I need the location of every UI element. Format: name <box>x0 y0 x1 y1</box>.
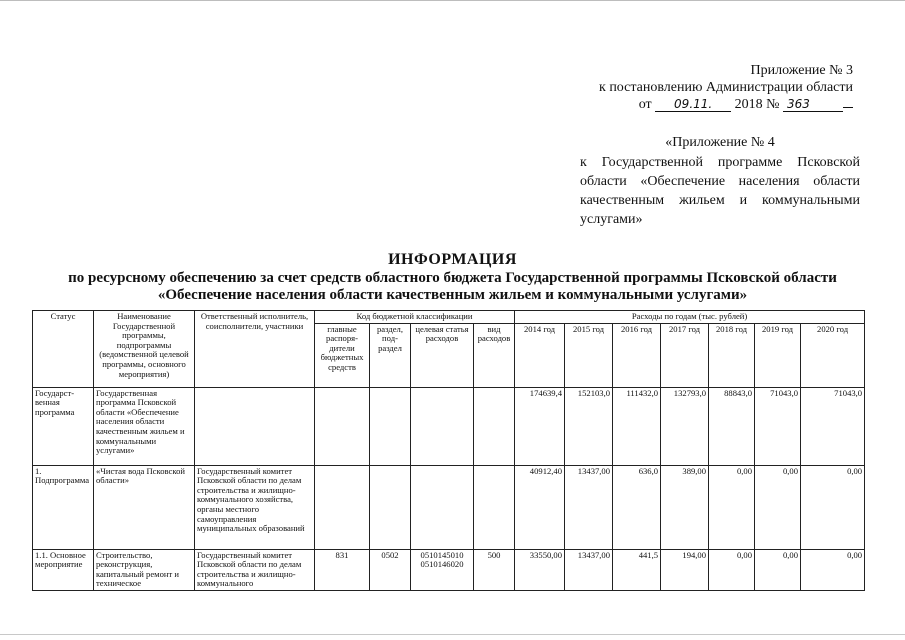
header-expenses: Расходы по годам (тыс. рублей) <box>515 311 865 324</box>
row-target <box>411 549 474 590</box>
row-value-2018: 0,00 <box>709 465 755 549</box>
row-value-2014: 40912,40 <box>515 465 565 549</box>
title-subtitle-2: «Обеспечение населения области качественным жильем и коммунальными услугами» <box>157 287 748 303</box>
row-value-2015: 13437,00 <box>565 465 613 549</box>
header-year-2017: 2017 год <box>661 323 709 387</box>
resource-table <box>32 310 865 591</box>
header-year-2015: 2015 год <box>565 323 613 387</box>
table-row <box>33 549 865 590</box>
row-value-2014: 174639,4 <box>515 387 565 465</box>
row-status: 1.1. Основное мероприятие <box>33 549 94 590</box>
row-value-2017: 132793,0 <box>661 387 709 465</box>
header-section: раздел, под-раздел <box>370 323 411 387</box>
row-section <box>370 387 411 465</box>
row-name: «Чистая вода Псковской области» <box>94 465 195 549</box>
row-executor: Государственный комитет Псковской области по делам строительства и жилищно-коммунального <box>195 549 315 590</box>
appendix-number: Приложение № 3 <box>750 63 853 78</box>
row-type: 500 <box>474 549 515 590</box>
header-year-2016: 2016 год <box>613 323 661 387</box>
row-value-2018: 88843,0 <box>709 387 755 465</box>
handwritten-date: 09.11. <box>655 97 731 112</box>
header-year-2020: 2020 год <box>801 323 865 387</box>
row-value-2015: 13437,00 <box>565 549 613 590</box>
header-executor: Ответственный исполнитель, соисполнители, участники <box>195 311 315 388</box>
row-target-2: 0510146020 <box>420 559 464 570</box>
appendix-reference: к постановлению Администрации области <box>599 80 853 95</box>
row-target-1: 0510145010 <box>420 549 464 560</box>
row-value-2020: 71043,0 <box>801 387 865 465</box>
row-section: 0502 <box>370 549 411 590</box>
header-target: целевая статья расходов <box>411 323 474 387</box>
appendix-4-body: к Государственной программе Псковской области «Обеспечение населения области качественным жильем и коммунальными услугами» <box>580 155 860 227</box>
header-year-2018: 2018 год <box>709 323 755 387</box>
row-executor <box>195 387 315 465</box>
row-grbs <box>315 387 370 465</box>
row-value-2015: 152103,0 <box>565 387 613 465</box>
number-underline <box>843 107 853 108</box>
row-value-2017: 194,00 <box>661 549 709 590</box>
row-value-2016: 636,0 <box>613 465 661 549</box>
row-executor: Государственный комитет Псковской области по делам строительства и жилищно-коммунального хозяйства, органы местного самоуправления муниципальных образований <box>195 465 315 549</box>
row-status: Государст-венная программа <box>33 387 94 465</box>
header-budget-code: Код бюджетной классификации <box>315 311 515 324</box>
row-value-2018: 0,00 <box>709 549 755 590</box>
title-main: ИНФОРМАЦИЯ <box>388 251 517 268</box>
header-status: Статус <box>33 311 94 388</box>
row-name: Государственная программа Псковской области «Обеспечение населения области качественным жильем и коммунальными услугами» <box>94 387 195 465</box>
header-name: Наименование Государственной программы, подпрограммы (ведомственной целевой программы, основного мероприятия) <box>94 311 195 388</box>
row-value-2020: 0,00 <box>801 465 865 549</box>
appendix-date-line <box>553 96 853 113</box>
row-target <box>411 465 474 549</box>
row-type <box>474 465 515 549</box>
header-year-2014: 2014 год <box>515 323 565 387</box>
row-section <box>370 465 411 549</box>
row-value-2016: 441,5 <box>613 549 661 590</box>
title-subtitle-1: по ресурсному обеспечению за счет средств областного бюджета Государственной программы Псковской области <box>68 270 837 286</box>
header-year-2019: 2019 год <box>755 323 801 387</box>
row-value-2019: 71043,0 <box>755 387 801 465</box>
row-grbs: 831 <box>315 549 370 590</box>
row-name: Строительство, реконструкция, капитальный ремонт и техническое <box>94 549 195 590</box>
row-value-2014: 33550,00 <box>515 549 565 590</box>
scan-bottom-edge <box>0 634 905 635</box>
row-value-2017: 389,00 <box>661 465 709 549</box>
header-grbs: главные распоря-дители бюджетных средств <box>315 323 370 387</box>
table-row <box>33 465 865 549</box>
appendix-year: 2018 № <box>734 97 780 112</box>
document-title <box>0 251 905 304</box>
handwritten-number: 363 <box>783 97 843 112</box>
header-type: вид расходов <box>474 323 515 387</box>
scan-top-edge <box>0 0 905 1</box>
row-value-2020: 0,00 <box>801 549 865 590</box>
appendix-from-prefix: от <box>638 97 652 112</box>
appendix-4-header <box>580 133 860 229</box>
row-grbs <box>315 465 370 549</box>
row-value-2019: 0,00 <box>755 465 801 549</box>
header-row-1 <box>33 311 865 324</box>
row-status: 1. Подпрограмма <box>33 465 94 549</box>
row-target <box>411 387 474 465</box>
appendix-4-title: «Приложение № 4 <box>665 135 775 150</box>
table-row <box>33 387 865 465</box>
row-value-2016: 111432,0 <box>613 387 661 465</box>
row-type <box>474 387 515 465</box>
appendix-header <box>553 62 853 113</box>
row-value-2019: 0,00 <box>755 549 801 590</box>
